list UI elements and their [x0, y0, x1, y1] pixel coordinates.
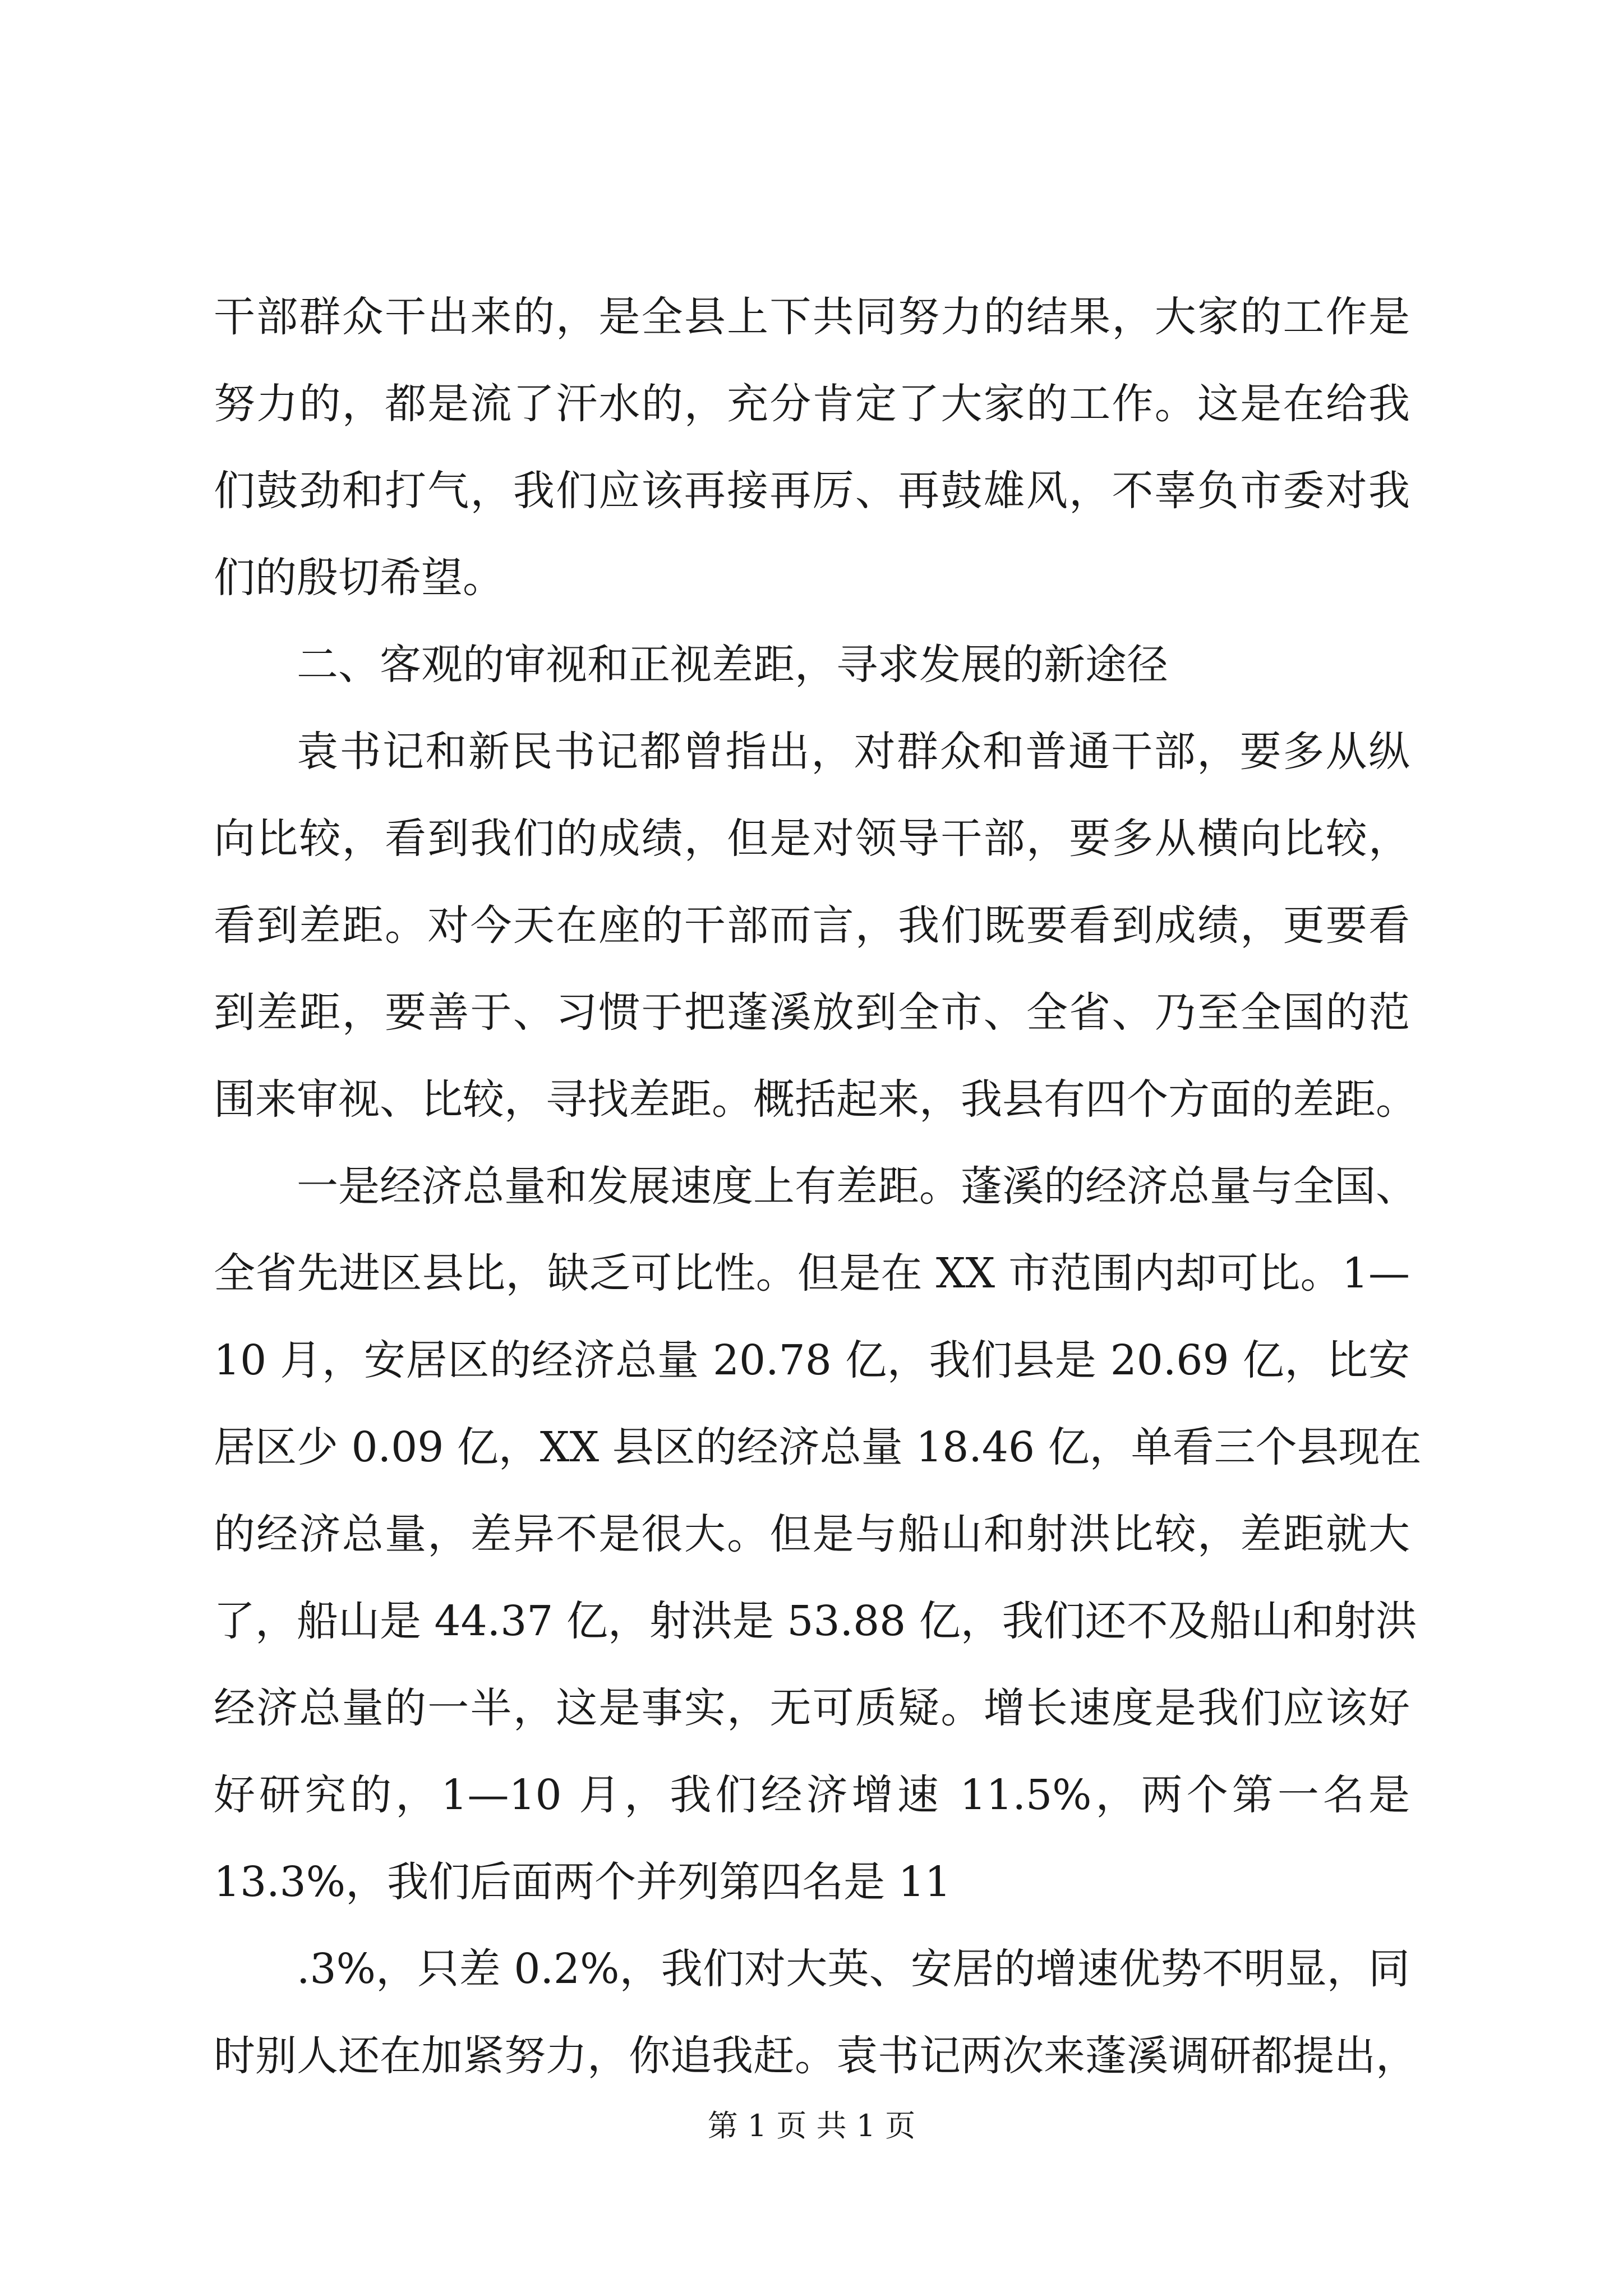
text-line: 向比较，看到我们的成绩，但是对领导干部，要多从横向比较， [214, 815, 1410, 863]
document-body [214, 274, 1422, 2100]
text-line: 到差距，要善于、习惯于把蓬溪放到全市、全省、乃至全国的范 [214, 988, 1410, 1037]
text-line: 们鼓劲和打气，我们应该再接再厉、再鼓雄风，不辜负市委对我 [214, 467, 1410, 515]
text-line: 袁书记和新民书记都曾指出，对群众和普通干部，要多从纵 [297, 728, 1410, 776]
text-line: 13.3%，我们后面两个并列第四名是 11 [214, 1858, 951, 1906]
text-line: 10 月，安居区的经济总量 20.78 亿，我们县是 20.69 亿，比安 [214, 1336, 1410, 1384]
text-line: 干部群众干出来的，是全县上下共同努力的结果，大家的工作是 [214, 293, 1410, 341]
page-footer: 第 1 页 共 1 页 [707, 2108, 916, 2143]
text-line: 时别人还在加紧努力，你追我赶。袁书记两次来蓬溪调研都提出， [214, 2032, 1417, 2080]
text-line: .3%，只差 0.2%，我们对大英、安居的增速优势不明显，同 [297, 1945, 1410, 1993]
text-line: 经济总量的一半，这是事实，无可质疑。增长速度是我们应该好 [214, 1684, 1410, 1732]
text-line: 们的殷切希望。 [214, 554, 504, 602]
text-line: 全省先进区县比，缺乏可比性。但是在 XX 市范围内却可比。1— [214, 1249, 1410, 1297]
text-line: 围来审视、比较，寻找差距。概括起来，我县有四个方面的差距。 [214, 1075, 1417, 1124]
text-line: 看到差距。对今天在座的干部而言，我们既要看到成绩，更要看 [214, 901, 1410, 950]
text-line: 好研究的，1—10 月，我们经济增速 11.5%，两个第一名是 [214, 1771, 1410, 1819]
text-line: 努力的，都是流了汗水的，充分肯定了大家的工作。这是在给我 [214, 380, 1410, 428]
section-heading: 二、客观的审视和正视差距，寻求发展的新途径 [297, 641, 1168, 689]
text-line: 的经济总量，差异不是很大。但是与船山和射洪比较，差距就大 [214, 1510, 1410, 1558]
text-line: 居区少 0.09 亿，XX 县区的经济总量 18.46 亿，单看三个县现在 [214, 1423, 1422, 1471]
text-line: 了，船山是 44.37 亿，射洪是 53.88 亿，我们还不及船山和射洪 [214, 1597, 1417, 1645]
text-line: 一是经济总量和发展速度上有差距。蓬溪的经济总量与全国、 [297, 1162, 1417, 1211]
